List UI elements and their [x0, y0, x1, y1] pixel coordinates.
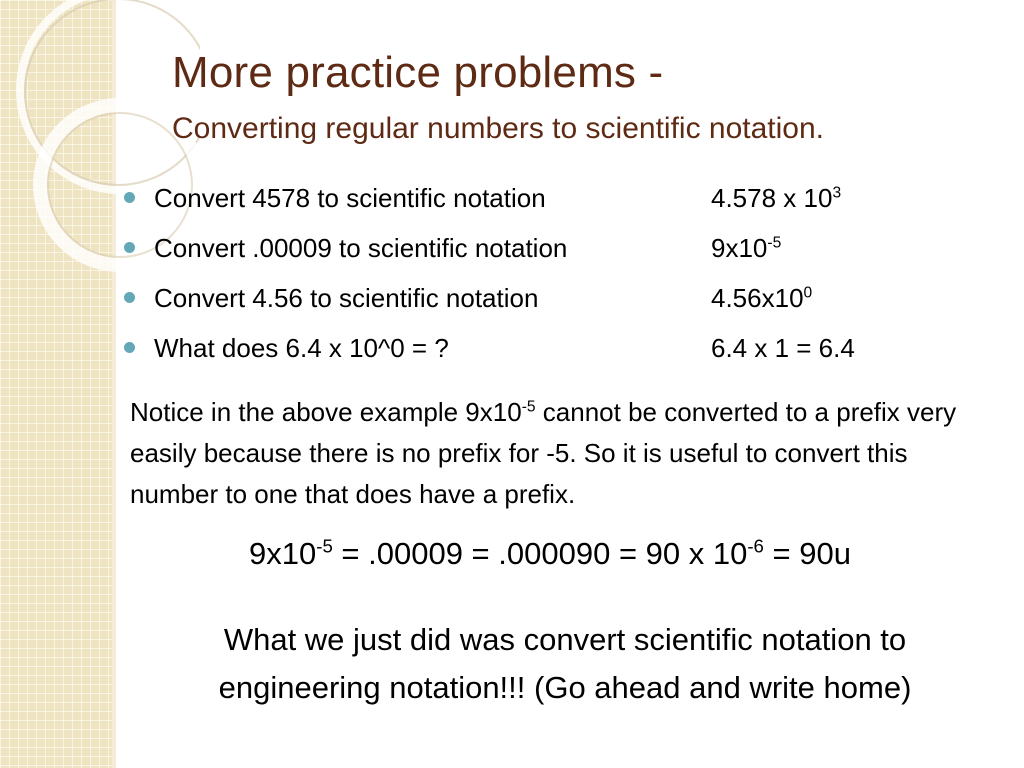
bullet-dot-icon [124, 292, 135, 303]
bullet-dot-icon [124, 342, 135, 353]
answer-exponent: -5 [767, 234, 782, 252]
equation-part-3: = 90u [763, 536, 851, 571]
problem-question: What does 6.4 x 10^0 = ? [154, 333, 449, 363]
problem-item [124, 178, 984, 228]
equation-part-2: = .00009 = .000090 = 90 x 10 [332, 536, 748, 571]
notice-text-end: cannot be converted to a prefix very easily because there is no prefix for -5. So it is useful to convert this number to one that does have a prefix. [130, 397, 957, 509]
notice-paragraph [130, 392, 990, 515]
problem-question: Convert .00009 to scientific notation [154, 233, 568, 263]
problem-question: Convert 4.56 to scientific notation [154, 283, 539, 313]
conversion-equation [0, 536, 1024, 572]
equation-exponent-2: -6 [747, 535, 764, 557]
problem-answer [711, 178, 841, 218]
problem-item [124, 328, 984, 378]
notice-exponent: -5 [521, 398, 536, 416]
slide-subtitle: Converting regular numbers to scientific notation. [172, 112, 825, 145]
notice-text-start: Notice in the above example 9x10 [130, 397, 522, 427]
problem-item [124, 228, 984, 278]
answer-exponent: 0 [803, 284, 813, 302]
answer-base: 4.578 x 10 [711, 183, 833, 213]
answer-base: 9x10 [711, 233, 768, 263]
equation-exponent-1: -5 [316, 535, 333, 557]
problem-answer [711, 228, 781, 268]
problem-item [124, 278, 984, 328]
problem-question: Convert 4578 to scientific notation [154, 183, 546, 213]
conclusion-text: What we just did was convert scientific notation to engineering notation!!! (Go ahead and write home) [218, 622, 912, 705]
answer-exponent: 3 [832, 184, 842, 202]
answer-base: 4.56x10 [711, 283, 804, 313]
problem-list [124, 178, 984, 378]
bullet-dot-icon [124, 192, 135, 203]
slide-title: More practice problems - [172, 48, 664, 97]
problem-answer [711, 278, 812, 318]
bullet-dot-icon [124, 242, 135, 253]
problem-answer: 6.4 x 1 = 6.4 [711, 333, 855, 363]
equation-part-1: 9x10 [249, 536, 317, 571]
